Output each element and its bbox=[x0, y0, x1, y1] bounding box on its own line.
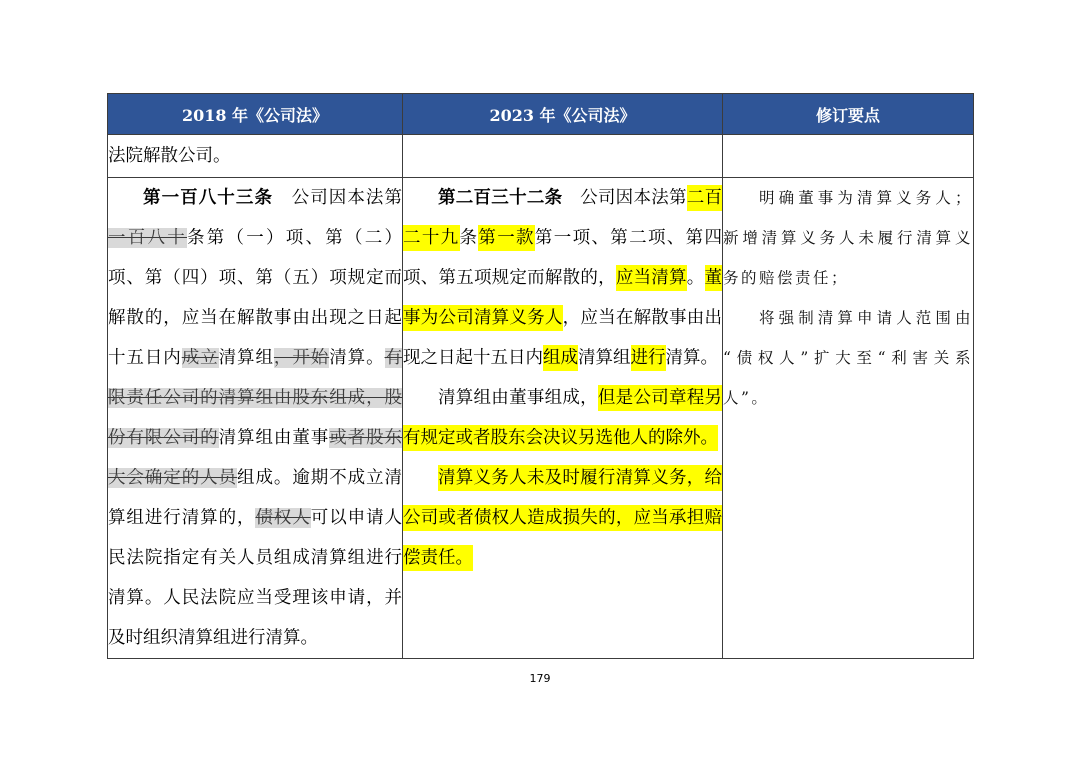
key-point-paragraph bbox=[723, 298, 973, 418]
law-2018-paragraph bbox=[108, 136, 402, 176]
text-segment: 清算组由董事组成， bbox=[438, 388, 598, 408]
cell-key-points-empty bbox=[723, 135, 974, 178]
highlighted-text: 第一款 bbox=[478, 225, 535, 251]
law-2023-paragraph bbox=[403, 178, 722, 378]
highlighted-text: 组成 bbox=[543, 345, 578, 371]
cell-law-2023-empty bbox=[403, 135, 723, 178]
deleted-text: 成立 bbox=[181, 348, 219, 368]
page-number: 179 bbox=[529, 672, 551, 685]
text-segment: 清算组 bbox=[218, 348, 274, 368]
highlighted-text: 董事为公司清算义务人 bbox=[403, 265, 722, 331]
highlighted-text: 但是公司章程另有规定或者股东会决议另选他人的除外。 bbox=[403, 385, 722, 451]
text-segment: ，应当在解散事由出现之日起十五日内 bbox=[403, 308, 723, 368]
highlighted-text: 清算义务人未及时履行清算义务，给公司或者债权人造成损失的，应当承担赔偿责任。 bbox=[403, 465, 722, 571]
text-segment: 可以申请人民法院指定有关人员组成清算组进行清算。人民法院应当受理该申请，并及时组织清算组进行清算。 bbox=[108, 508, 403, 648]
cell-key-points bbox=[723, 178, 974, 659]
table-header-row bbox=[108, 94, 974, 135]
text-segment: 清算组由董事 bbox=[218, 428, 330, 448]
law-2023-paragraph bbox=[403, 378, 722, 458]
table-row bbox=[108, 178, 974, 659]
header-law-2023: 2023 年《公司法》 bbox=[403, 94, 723, 135]
text-segment: 清算。 bbox=[329, 348, 385, 368]
highlighted-text: 进行 bbox=[631, 345, 666, 371]
text-segment: 法院解散公司。 bbox=[108, 146, 231, 166]
article-title: 第一百八十三条 bbox=[143, 188, 274, 208]
key-point-paragraph bbox=[723, 178, 973, 298]
deleted-text: 债权人 bbox=[255, 508, 311, 528]
deleted-text: ，开始 bbox=[273, 348, 330, 368]
text-segment: 条第（一）项、第（二）项、第（四）项、第（五）项规定而解散的，应当在解散事由出现之日起十五日内 bbox=[108, 228, 402, 368]
text-segment: 清算。 bbox=[665, 348, 718, 368]
deleted-text: 一百八十 bbox=[108, 228, 187, 248]
law-2018-paragraph bbox=[108, 178, 402, 658]
highlighted-text: 二百二十九 bbox=[403, 185, 722, 251]
cell-law-2018 bbox=[108, 178, 403, 659]
cell-law-2018 bbox=[108, 135, 403, 178]
text-segment: 公司因本法第 bbox=[273, 188, 403, 208]
comparison-table bbox=[107, 93, 974, 659]
text-segment: 。 bbox=[686, 268, 705, 288]
text-segment: 条 bbox=[459, 228, 479, 248]
header-law-2018: 2018 年《公司法》 bbox=[108, 94, 403, 135]
article-title: 第二百三十二条 bbox=[438, 188, 563, 208]
text-segment: 第一项、第二项、第四项、第五项规定而解散的， bbox=[403, 228, 722, 288]
deleted-text: 有限责任公司的清算组由股东组成，股份有限公司的 bbox=[108, 348, 403, 448]
text-segment: 明确董事为清算义务人；新增清算义务人未履行清算义务的赔偿责任； bbox=[723, 189, 973, 287]
text-segment: 公司因本法第 bbox=[562, 188, 687, 208]
deleted-text: 或者股东大会确定的人员 bbox=[108, 428, 403, 488]
text-segment: 组成。逾期不成立清算组进行清算的， bbox=[108, 468, 403, 528]
header-key-points: 修订要点 bbox=[723, 94, 974, 135]
text-segment: 将强制清算申请人范围由“债权人”扩大至“利害关系人”。 bbox=[723, 309, 973, 407]
cell-law-2023 bbox=[403, 178, 723, 659]
law-2023-paragraph bbox=[403, 458, 722, 578]
table-row bbox=[108, 135, 974, 178]
highlighted-text: 应当清算 bbox=[616, 265, 687, 291]
text-segment: 清算组 bbox=[578, 348, 631, 368]
